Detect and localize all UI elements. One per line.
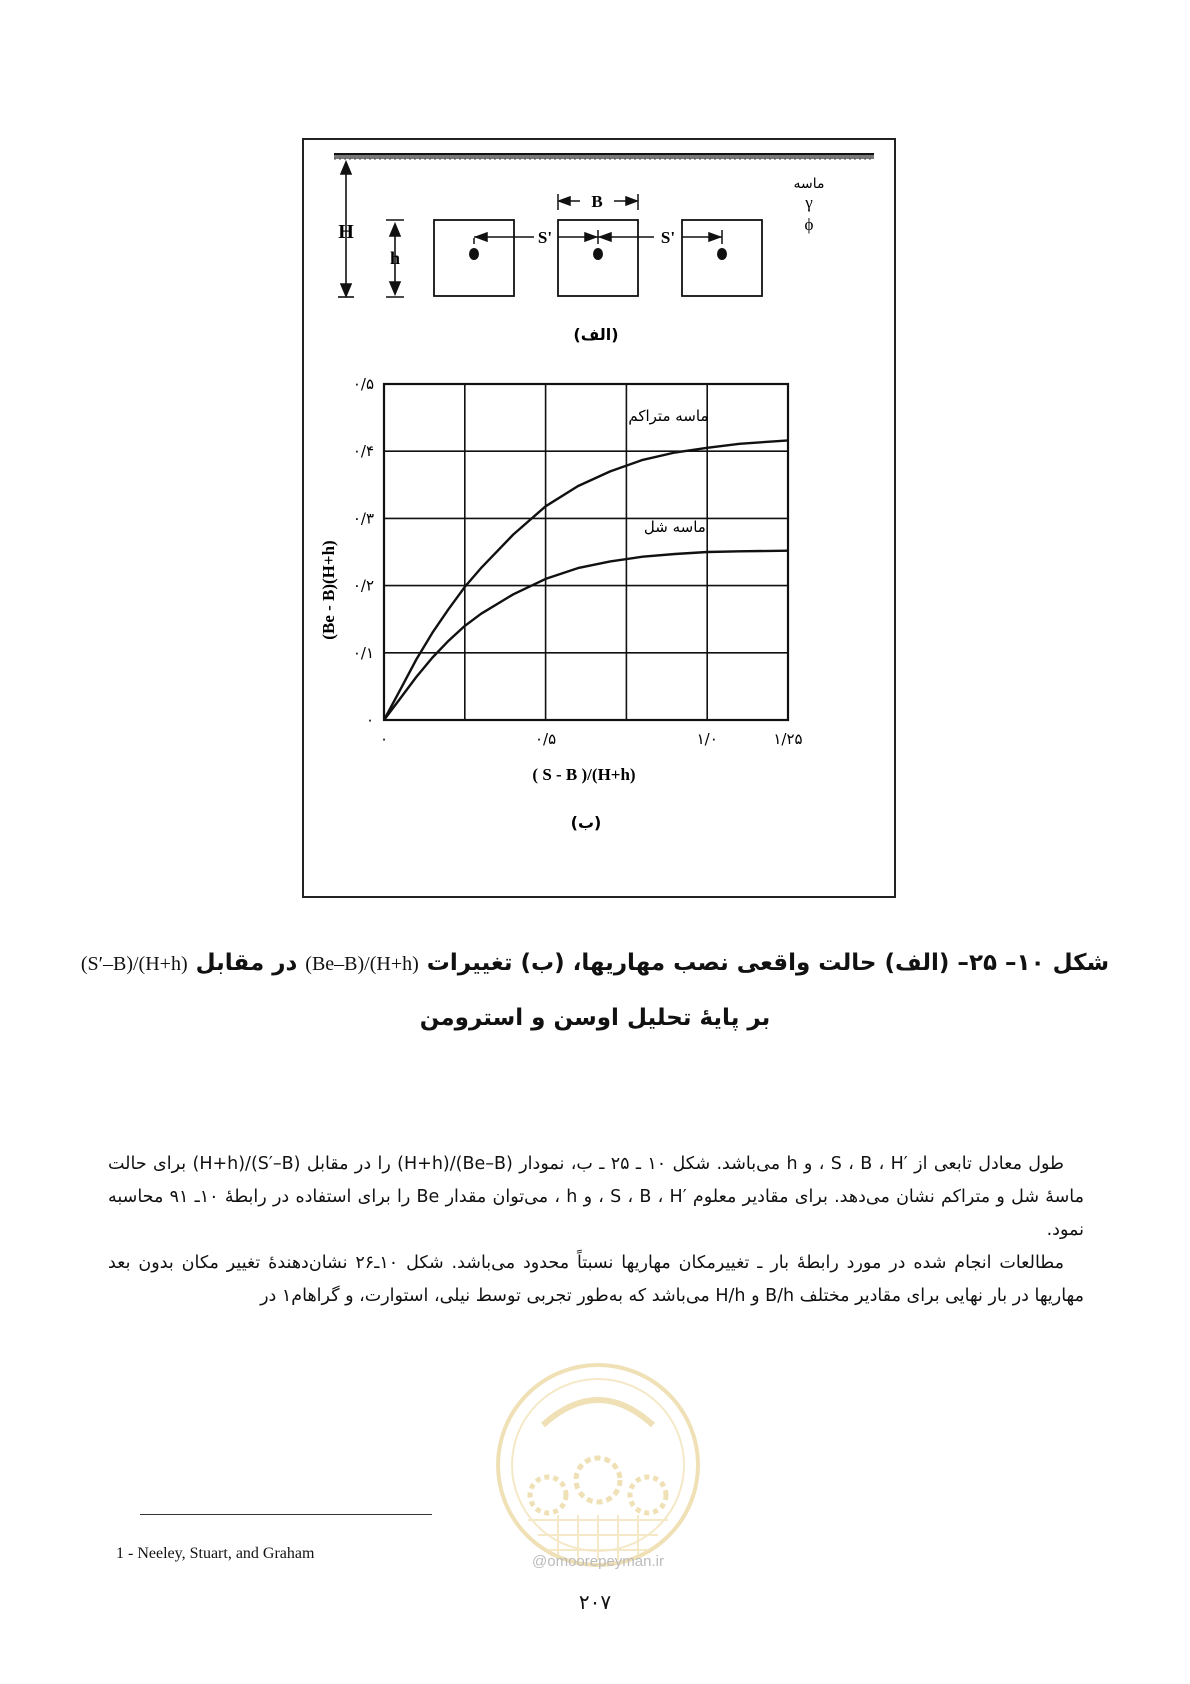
anchor-rod-middle <box>593 248 603 260</box>
part-a-label: (الف) <box>573 325 619 344</box>
dimension-S-prime-1 <box>474 230 598 244</box>
series-line-0 <box>384 440 788 720</box>
x-axis-label: ( S - B )/(H+h) <box>532 765 636 784</box>
label-h: h <box>389 248 401 268</box>
figure-svg <box>304 140 894 896</box>
footnote: 1 - Neeley, Stuart, and Graham <box>116 1545 315 1562</box>
page-number: ۲۰۷ <box>578 1590 612 1614</box>
series-line-1 <box>384 551 788 720</box>
y-tick-label: ۰/۱ <box>352 643 374 662</box>
series-label-1: ماسه شل <box>643 517 706 536</box>
y-tick-label: ۰ <box>365 711 374 729</box>
phi-symbol: ϕ <box>804 215 814 234</box>
footnote-divider <box>140 1514 432 1515</box>
label-H: H <box>338 221 354 243</box>
x-tick-label: ۱/۲۵ <box>773 730 803 748</box>
watermark-url: @omoorepeyman.ir <box>532 1553 664 1570</box>
y-tick-label: ۰/۲ <box>352 576 374 595</box>
y-tick-label: ۰/۵ <box>352 375 374 393</box>
figure-caption-line1 <box>60 950 1130 976</box>
gamma-symbol: γ <box>805 193 813 212</box>
y-tick-label: ۰/۴ <box>352 442 374 461</box>
anchor-rod-left <box>469 248 479 260</box>
paragraph-1: طول معادل تابعی از ′S ، B ، H ، و h می‌باشد. شکل ۱۰ ـ ۲۵ ـ ب، نمودار (Be–B)/(H+h) را در مقابل (S′–B)/(H+h) برای حالت ماسهٔ شل و متراکم نشان می‌دهد. برای مقادیر معلوم ′S ، B ، H ، و h ، می‌توان مقدار Be را برای استفاده در رابطهٔ ۱۰ـ ۹۱ محاسبه نمود. <box>108 1154 1084 1240</box>
label-S-prime-1: S' <box>537 228 553 247</box>
y-axis-label: (Be - B)(H+h) <box>319 540 338 640</box>
caption-text-c: در مقابل <box>187 950 306 976</box>
caption-formula-1: (Be–B)/(H+h) <box>305 953 419 975</box>
watermark-logo <box>488 1355 708 1575</box>
x-tick-label: ۰ <box>379 730 389 748</box>
x-tick-label: ۰/۵ <box>535 730 557 748</box>
figure-frame <box>302 138 896 898</box>
caption-text-a: شکل ۱۰– ۲۵– (الف) حالت واقعی نصب مهاریها، (ب) تغییرات <box>418 950 1110 976</box>
soil-label: ماسه <box>793 176 825 192</box>
y-tick-label: ۰/۳ <box>352 509 374 528</box>
label-S-prime-2: S' <box>660 228 676 247</box>
paragraph-2: مطالعات انجام شده در مورد رابطهٔ بار ـ تغییرمکان مهاریها نسبتاً محدود می‌باشد. شکل ۱۰ـ۲۶ نشان‌دهندهٔ تغییر مکان بدون بعد مهاریها در بار نهایی برای مقادیر مختلف B/h و H/h می‌باشد که به‌طور تجربی توسط نیلی، استوارت، و گراهام۱ در <box>108 1253 1084 1306</box>
ground-surface <box>334 154 874 159</box>
caption-formula-2: (S′–B)/(H+h) <box>80 953 188 975</box>
chart-area <box>353 375 803 748</box>
x-tick-label: ۱/۰ <box>696 730 718 748</box>
series-label-0: ماسه متراکم <box>628 406 709 425</box>
figure-caption-line2: بر پایهٔ تحلیل اوسن و استرومن <box>419 1005 771 1031</box>
body-paragraphs <box>108 1148 1084 1313</box>
label-B: B <box>591 192 603 211</box>
anchor-rod-right <box>717 248 727 260</box>
part-b-label: (ب) <box>570 813 602 832</box>
